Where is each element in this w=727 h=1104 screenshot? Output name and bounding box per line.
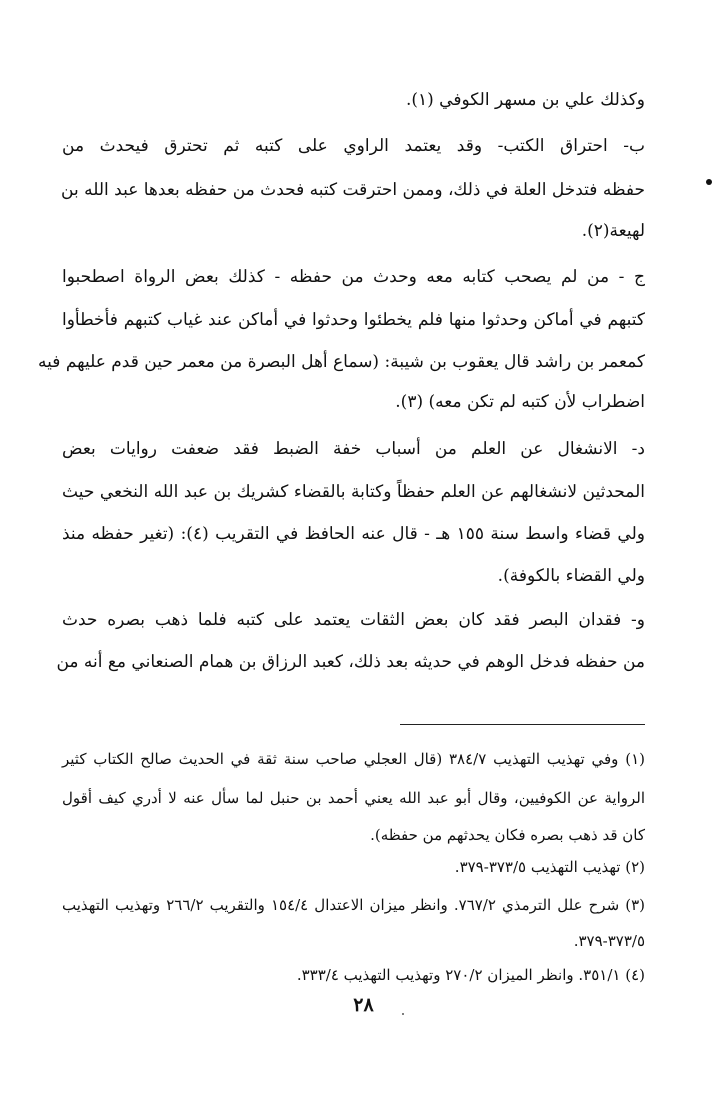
body-line-2: ب- احتراق الكتب- وقد يعتمد الراوي على كتبه ثم تحترق فيحدث من [62, 136, 645, 156]
body-line-6: كتبهم في أماكن وحدثوا منها فلم يخطئوا وحدثوا في أماكن عند غياب كتبهم فأخطأوا [62, 310, 645, 330]
scan-edge-mark [706, 179, 712, 185]
page-number: ٢٨ [353, 994, 374, 1016]
body-line-8: اضطراب لأن كتبه لم تكن معه) (٣). [395, 392, 645, 412]
body-line-13: و- فقدان البصر فقد كان بعض الثقات يعتمد على كتبه فلما ذهب بصره حدث [62, 610, 645, 630]
body-line-11: ولي قضاء واسط سنة ١٥٥ هـ - قال عنه الحافظ في التقريب (٤): (تغير حفظه منذ [62, 524, 645, 544]
body-line-14: من حفظه فدخل الوهم في حديثه بعد ذلك، كعبد الرزاق بن همام الصنعاني مع أنه من [56, 652, 645, 672]
body-line-10: المحدثين لانشغالهم عن العلم حفظاً وكتابة بالقضاء كشريك بن عبد الله النخعي حيث [62, 482, 645, 502]
footnote-separator [400, 724, 645, 725]
body-line-1: وكذلك علي بن مسهر الكوفي (١). [405, 90, 645, 110]
footnote-line-7: (٤) ٣٥١/١. وانظر الميزان ٢٧٠/٢ وتهذيب التهذيب ٣٣٣/٤. [296, 966, 645, 984]
body-line-5: ج - من لم يصحب كتابه معه وحدث من حفظه - كذلك بعض الرواة اصطحبوا [62, 267, 645, 287]
scan-speck [402, 1013, 404, 1015]
footnote-line-2: الرواية عن الكوفيين، وقال أبو عبد الله يعني أحمد بن حنبل لما سأل عنه لا أدري كيف أقول [62, 789, 645, 807]
body-line-12: ولي القضاء بالكوفة). [497, 566, 645, 586]
footnote-line-6: ٣٧٣/٥-٣٧٩. [573, 932, 645, 950]
body-line-7: كمعمر بن راشد قال يعقوب بن شيبة: (سماع أهل البصرة من معمر حين قدم عليهم فيه [38, 352, 645, 372]
footnote-line-4: (٢) تهذيب التهذيب ٣٧٣/٥-٣٧٩. [454, 858, 645, 876]
body-line-9: د- الانشغال عن العلم من أسباب خفة الضبط فقد ضعفت روايات بعض [62, 439, 645, 459]
body-line-3: حفظه فتدخل العلة في ذلك، وممن احترقت كتبه فحدث من حفظه بعدها عبد الله بن [61, 180, 645, 200]
footnote-line-1: (١) وفي تهذيب التهذيب ٣٨٤/٧ (قال العجلي صاحب سنة ثقة في الحديث صالح الكتاب كثير [62, 750, 645, 768]
footnote-line-5: (٣) شرح علل الترمذي ٧٦٧/٢. وانظر ميزان الاعتدال ١٥٤/٤ والتقريب ٢٦٦/٢ وتهذيب التهذيب [62, 896, 646, 914]
body-line-4: لهيعة(٢). [581, 221, 645, 241]
footnote-line-3: كان قد ذهب بصره فكان يحدثهم من حفظه). [370, 826, 645, 844]
